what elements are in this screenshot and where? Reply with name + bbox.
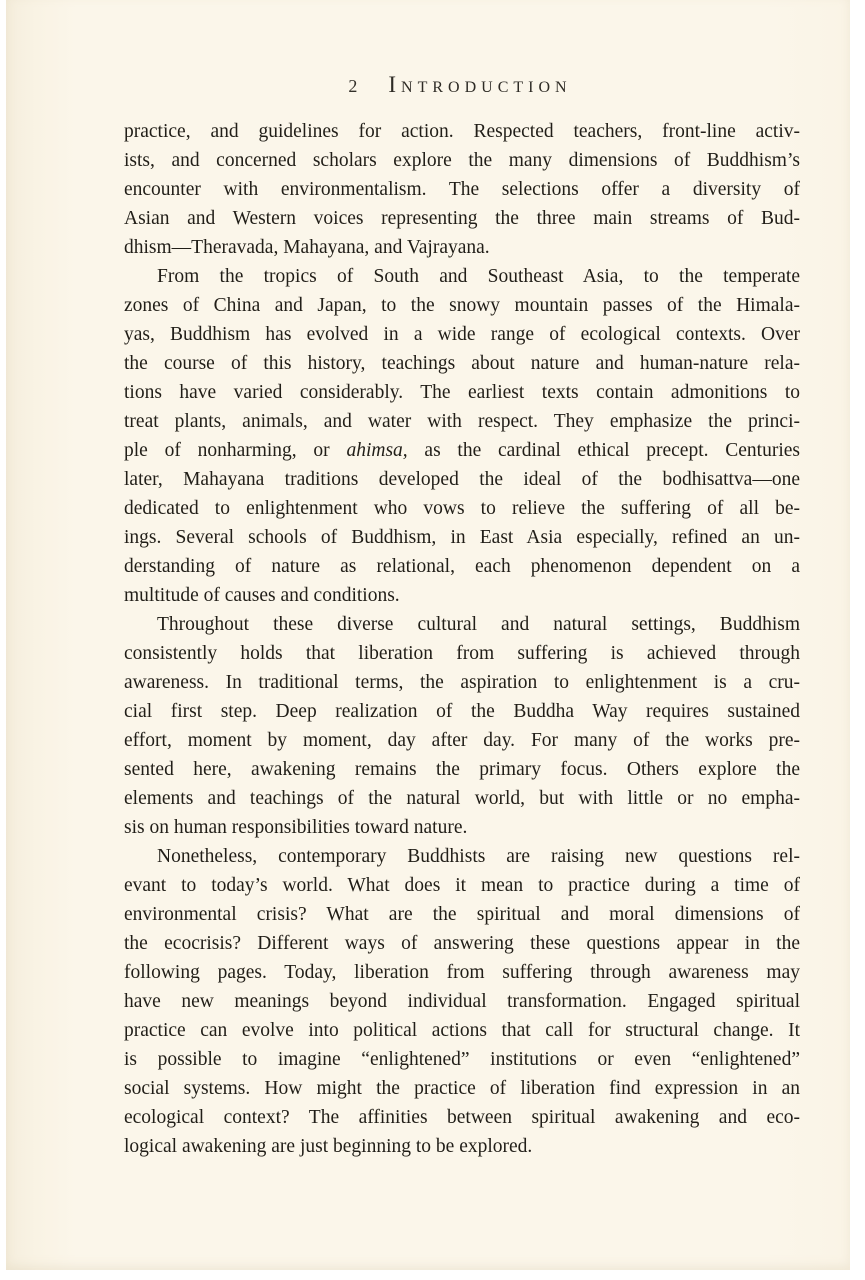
running-title: Introduction bbox=[388, 72, 572, 97]
page-number: 2 bbox=[348, 76, 359, 96]
text-line: yas, Buddhism has evolved in a wide range of ecological contexts. Over bbox=[124, 324, 800, 345]
text-line: zones of China and Japan, to the snowy mountain passes of the Himala- bbox=[124, 295, 800, 316]
text-line: logical awakening are just beginning to be explored. bbox=[124, 1136, 533, 1157]
text-line: practice, and guidelines for action. Respected teachers, front-line activ- bbox=[124, 121, 800, 142]
text-line: treat plants, animals, and water with respect. They emphasize the princi- bbox=[124, 411, 800, 432]
text-line: ings. Several schools of Buddhism, in East Asia especially, refined an un- bbox=[124, 527, 800, 548]
text-line: tions have varied considerably. The earliest texts contain admonitions to bbox=[124, 382, 800, 403]
text-line: consistently holds that liberation from suffering is achieved through bbox=[124, 643, 800, 664]
paragraph bbox=[124, 842, 800, 1161]
text-line: is possible to imagine “enlightened” institutions or even “enlightened” bbox=[124, 1049, 800, 1070]
running-head bbox=[120, 72, 800, 98]
text-line: sented here, awakening remains the primary focus. Others explore the bbox=[124, 759, 800, 780]
paragraph bbox=[124, 117, 800, 262]
text-block bbox=[124, 117, 800, 1161]
text-line: practice can evolve into political actions that call for structural change. It bbox=[124, 1020, 800, 1041]
text-line: the ecocrisis? Different ways of answering these questions appear in the bbox=[124, 933, 800, 954]
text-line: evant to today’s world. What does it mean to practice during a time of bbox=[124, 875, 800, 896]
text-line: ists, and concerned scholars explore the many dimensions of Buddhism’s bbox=[124, 150, 800, 171]
text-line: following pages. Today, liberation from suffering through awareness may bbox=[124, 962, 800, 983]
text-line: effort, moment by moment, day after day. For many of the works pre- bbox=[124, 730, 800, 751]
text-line: multitude of causes and conditions. bbox=[124, 585, 400, 606]
text-line: cial first step. Deep realization of the Buddha Way requires sustained bbox=[124, 701, 800, 722]
text-line: have new meanings beyond individual transformation. Engaged spiritual bbox=[124, 991, 800, 1012]
text-line: Nonetheless, contemporary Buddhists are raising new questions rel- bbox=[157, 846, 800, 867]
text-line: the course of this history, teachings about nature and human-nature rela- bbox=[124, 353, 800, 374]
text-line: dedicated to enlightenment who vows to relieve the suffering of all be- bbox=[124, 498, 800, 519]
text-line: derstanding of nature as relational, each phenomenon dependent on a bbox=[124, 556, 800, 577]
paragraph bbox=[124, 262, 800, 610]
text-line: ecological context? The affinities between spiritual awakening and eco- bbox=[124, 1107, 800, 1128]
text-line: From the tropics of South and Southeast Asia, to the temperate bbox=[157, 266, 800, 287]
text-line: environmental crisis? What are the spiritual and moral dimensions of bbox=[124, 904, 800, 925]
text-line: sis on human responsibilities toward nature. bbox=[124, 817, 468, 838]
text-line: social systems. How might the practice of liberation find expression in an bbox=[124, 1078, 800, 1099]
paragraph bbox=[124, 610, 800, 842]
text-line: Throughout these diverse cultural and natural settings, Buddhism bbox=[157, 614, 800, 635]
text-line: dhism—Theravada, Mahayana, and Vajrayana. bbox=[124, 237, 490, 258]
text-line: Asian and Western voices representing the three main streams of Bud- bbox=[124, 208, 800, 229]
text-line: awareness. In traditional terms, the aspiration to enlightenment is a cru- bbox=[124, 672, 800, 693]
text-line: ple of nonharming, or ahimsa, as the cardinal ethical precept. Centuries bbox=[124, 440, 800, 461]
text-line: later, Mahayana traditions developed the ideal of the bodhisattva—one bbox=[124, 469, 800, 490]
scanned-book-page bbox=[6, 0, 850, 1270]
text-line: elements and teachings of the natural world, but with little or no empha- bbox=[124, 788, 800, 809]
text-line: encounter with environmentalism. The selections offer a diversity of bbox=[124, 179, 800, 200]
